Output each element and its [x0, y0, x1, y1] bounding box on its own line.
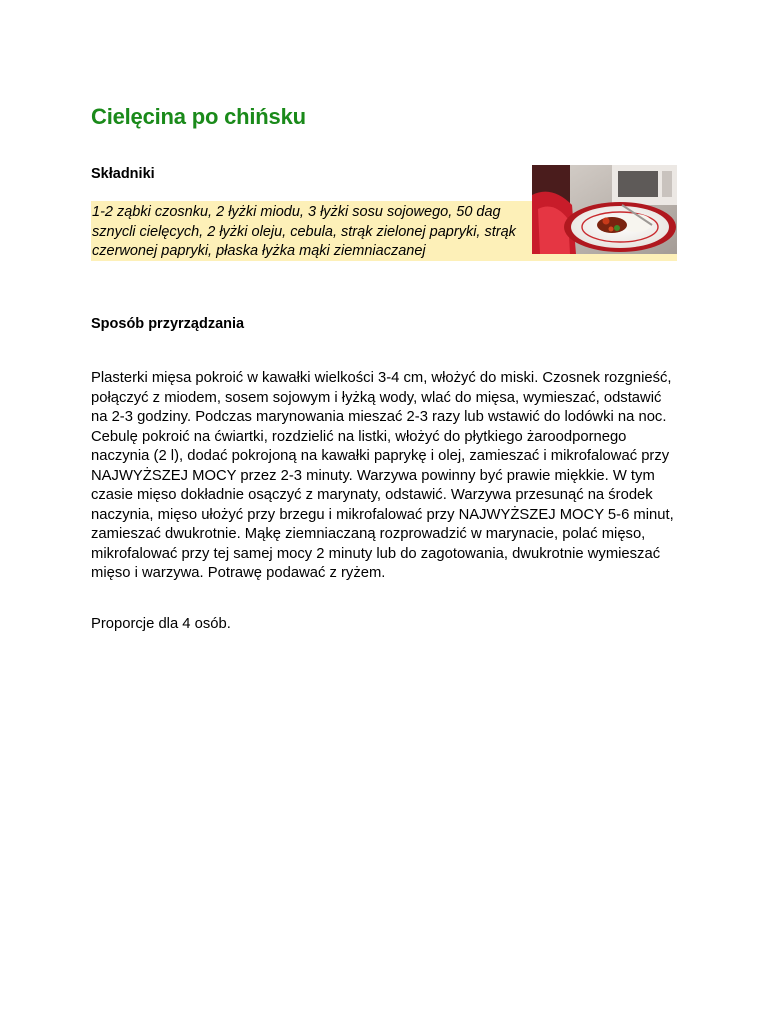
red-pepper-piece: [609, 227, 614, 232]
red-pepper: [603, 218, 610, 225]
dish-photo: [532, 165, 677, 254]
method-text: Plasterki mięsa pokroić w kawałki wielkości 3-4 cm, włożyć do miski. Czosnek rozgnieść, połączyć z miodem, sosem sojowym i łyżką wody, wlać do mięsa, wymieszać, odstawić na 2-3 godziny. Podczas marynowania mieszać 2-3 razy lub wstawić do lodówki na noc. Cebulę pokroić na ćwiartki, rozdzielić na listki, włożyć do płytkiego żaroodpornego naczynia (2 l), dodać pokrojoną na kawałki paprykę i olej, zamieszać i mikrofalować przy NAJWYŻSZEJ MOCY przez 2-3 minuty. Warzywa powinny być prawie miękkie. W tym czasie mięso dokładnie osączyć z marynaty, odstawić. Warzywa przesunąć na środek naczynia, mięso ułożyć przy brzegu i mikrofalować przy NAJWYŻSZEJ MOCY 5-6 minut, zamieszać dwukrotnie. Mąkę ziemniaczaną rozprowadzić w marynacie, polać mięso, mikrofalować przy tej samej mocy 2 minuty lub do zagotowania, dwukrotnie wymieszać mięso i warzywa. Potrawę podawać z ryżem.: [91, 370, 674, 581]
portions-text: Proporcje dla 4 osób.: [91, 616, 231, 632]
method-heading: Sposób przyrządzania: [91, 316, 245, 332]
green-pepper: [614, 225, 620, 231]
microwave-window: [618, 171, 658, 197]
microwave-panel: [662, 171, 672, 197]
ingredients-text: 1-2 ząbki czosnku, 2 łyżki miodu, 3 łyżki sosu sojowego, 50 dag sznycli cielęcych, 2 łyżki oleju, cebula, strąk zielonej papryki, strąk czerwonej papryki, płaska łyżka mąki ziemniaczanej: [92, 204, 516, 259]
page-title: Cielęcina po chińsku: [91, 104, 306, 129]
ingredients-heading: Składniki: [91, 166, 155, 182]
